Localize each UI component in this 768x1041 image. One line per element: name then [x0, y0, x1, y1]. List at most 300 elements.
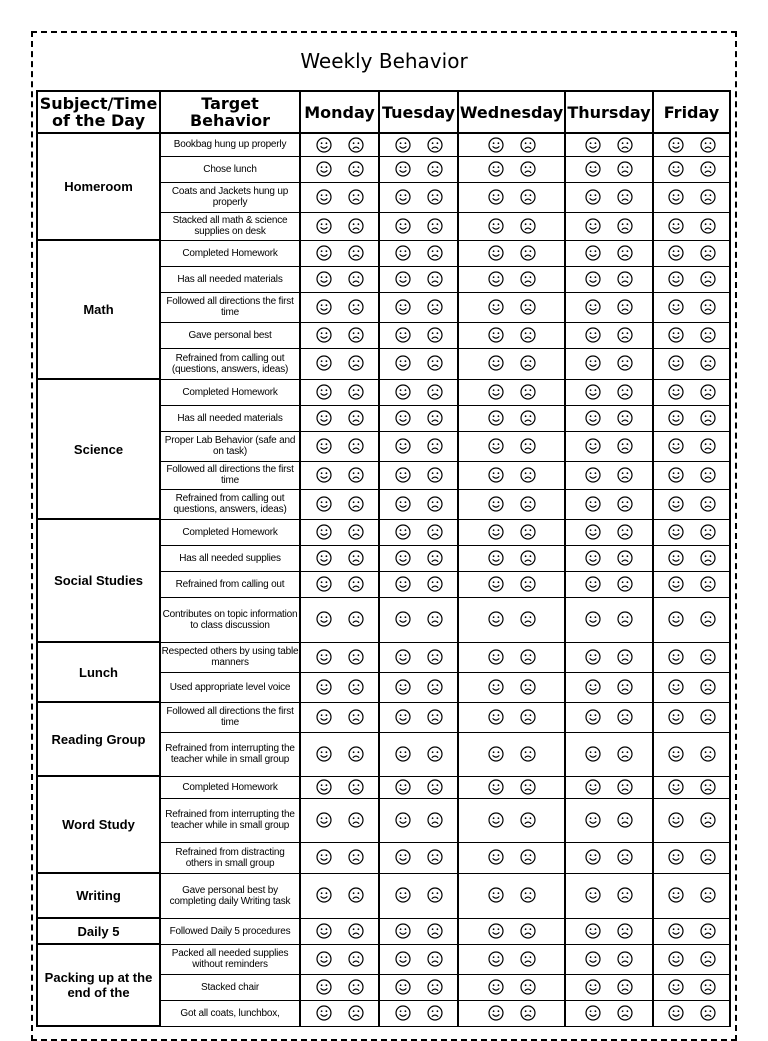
frowny-face-icon[interactable] [427, 849, 443, 865]
smiley-face-icon[interactable] [585, 438, 601, 454]
smiley-face-icon[interactable] [316, 189, 332, 205]
smiley-face-icon[interactable] [316, 746, 332, 762]
smiley-face-icon[interactable] [395, 218, 411, 234]
smiley-face-icon[interactable] [316, 218, 332, 234]
smiley-face-icon[interactable] [316, 524, 332, 540]
frowny-face-icon[interactable] [520, 271, 536, 287]
smiley-face-icon[interactable] [585, 709, 601, 725]
smiley-face-icon[interactable] [585, 849, 601, 865]
smiley-face-icon[interactable] [395, 410, 411, 426]
smiley-face-icon[interactable] [395, 245, 411, 261]
frowny-face-icon[interactable] [520, 137, 536, 153]
smiley-face-icon[interactable] [316, 679, 332, 695]
smiley-face-icon[interactable] [395, 746, 411, 762]
smiley-face-icon[interactable] [488, 467, 504, 483]
smiley-face-icon[interactable] [585, 271, 601, 287]
frowny-face-icon[interactable] [617, 649, 633, 665]
frowny-face-icon[interactable] [700, 245, 716, 261]
smiley-face-icon[interactable] [395, 299, 411, 315]
smiley-face-icon[interactable] [668, 923, 684, 939]
frowny-face-icon[interactable] [520, 649, 536, 665]
smiley-face-icon[interactable] [488, 327, 504, 343]
smiley-face-icon[interactable] [668, 438, 684, 454]
smiley-face-icon[interactable] [395, 812, 411, 828]
smiley-face-icon[interactable] [668, 218, 684, 234]
smiley-face-icon[interactable] [316, 887, 332, 903]
frowny-face-icon[interactable] [617, 438, 633, 454]
frowny-face-icon[interactable] [617, 410, 633, 426]
smiley-face-icon[interactable] [668, 327, 684, 343]
frowny-face-icon[interactable] [520, 611, 536, 627]
smiley-face-icon[interactable] [585, 746, 601, 762]
smiley-face-icon[interactable] [395, 438, 411, 454]
frowny-face-icon[interactable] [700, 218, 716, 234]
smiley-face-icon[interactable] [395, 679, 411, 695]
smiley-face-icon[interactable] [488, 979, 504, 995]
smiley-face-icon[interactable] [585, 524, 601, 540]
smiley-face-icon[interactable] [585, 467, 601, 483]
smiley-face-icon[interactable] [668, 709, 684, 725]
frowny-face-icon[interactable] [427, 951, 443, 967]
frowny-face-icon[interactable] [348, 812, 364, 828]
frowny-face-icon[interactable] [348, 218, 364, 234]
frowny-face-icon[interactable] [427, 979, 443, 995]
smiley-face-icon[interactable] [668, 467, 684, 483]
smiley-face-icon[interactable] [488, 438, 504, 454]
smiley-face-icon[interactable] [668, 812, 684, 828]
frowny-face-icon[interactable] [700, 271, 716, 287]
frowny-face-icon[interactable] [348, 161, 364, 177]
smiley-face-icon[interactable] [668, 887, 684, 903]
smiley-face-icon[interactable] [395, 849, 411, 865]
frowny-face-icon[interactable] [427, 438, 443, 454]
frowny-face-icon[interactable] [700, 812, 716, 828]
smiley-face-icon[interactable] [488, 679, 504, 695]
frowny-face-icon[interactable] [348, 1005, 364, 1021]
smiley-face-icon[interactable] [585, 410, 601, 426]
frowny-face-icon[interactable] [427, 679, 443, 695]
smiley-face-icon[interactable] [585, 550, 601, 566]
frowny-face-icon[interactable] [520, 849, 536, 865]
frowny-face-icon[interactable] [348, 355, 364, 371]
frowny-face-icon[interactable] [348, 137, 364, 153]
smiley-face-icon[interactable] [488, 709, 504, 725]
frowny-face-icon[interactable] [700, 951, 716, 967]
smiley-face-icon[interactable] [668, 299, 684, 315]
frowny-face-icon[interactable] [520, 951, 536, 967]
smiley-face-icon[interactable] [585, 951, 601, 967]
smiley-face-icon[interactable] [316, 327, 332, 343]
smiley-face-icon[interactable] [395, 161, 411, 177]
smiley-face-icon[interactable] [585, 355, 601, 371]
frowny-face-icon[interactable] [427, 524, 443, 540]
frowny-face-icon[interactable] [348, 299, 364, 315]
frowny-face-icon[interactable] [520, 576, 536, 592]
frowny-face-icon[interactable] [700, 849, 716, 865]
smiley-face-icon[interactable] [488, 611, 504, 627]
frowny-face-icon[interactable] [427, 779, 443, 795]
smiley-face-icon[interactable] [316, 649, 332, 665]
frowny-face-icon[interactable] [700, 979, 716, 995]
frowny-face-icon[interactable] [617, 679, 633, 695]
frowny-face-icon[interactable] [348, 611, 364, 627]
frowny-face-icon[interactable] [427, 550, 443, 566]
smiley-face-icon[interactable] [585, 779, 601, 795]
frowny-face-icon[interactable] [520, 524, 536, 540]
smiley-face-icon[interactable] [585, 496, 601, 512]
frowny-face-icon[interactable] [617, 923, 633, 939]
smiley-face-icon[interactable] [488, 779, 504, 795]
smiley-face-icon[interactable] [395, 1005, 411, 1021]
frowny-face-icon[interactable] [700, 923, 716, 939]
frowny-face-icon[interactable] [348, 849, 364, 865]
frowny-face-icon[interactable] [348, 271, 364, 287]
frowny-face-icon[interactable] [520, 438, 536, 454]
smiley-face-icon[interactable] [668, 496, 684, 512]
frowny-face-icon[interactable] [700, 467, 716, 483]
smiley-face-icon[interactable] [316, 271, 332, 287]
smiley-face-icon[interactable] [668, 189, 684, 205]
smiley-face-icon[interactable] [668, 951, 684, 967]
smiley-face-icon[interactable] [316, 779, 332, 795]
frowny-face-icon[interactable] [348, 979, 364, 995]
frowny-face-icon[interactable] [520, 467, 536, 483]
smiley-face-icon[interactable] [585, 1005, 601, 1021]
frowny-face-icon[interactable] [348, 189, 364, 205]
smiley-face-icon[interactable] [395, 327, 411, 343]
frowny-face-icon[interactable] [520, 245, 536, 261]
frowny-face-icon[interactable] [520, 679, 536, 695]
frowny-face-icon[interactable] [427, 887, 443, 903]
smiley-face-icon[interactable] [585, 576, 601, 592]
smiley-face-icon[interactable] [395, 779, 411, 795]
frowny-face-icon[interactable] [617, 271, 633, 287]
smiley-face-icon[interactable] [316, 299, 332, 315]
smiley-face-icon[interactable] [488, 812, 504, 828]
frowny-face-icon[interactable] [520, 979, 536, 995]
frowny-face-icon[interactable] [617, 849, 633, 865]
frowny-face-icon[interactable] [700, 649, 716, 665]
frowny-face-icon[interactable] [617, 779, 633, 795]
smiley-face-icon[interactable] [488, 410, 504, 426]
frowny-face-icon[interactable] [617, 189, 633, 205]
smiley-face-icon[interactable] [395, 271, 411, 287]
smiley-face-icon[interactable] [395, 951, 411, 967]
frowny-face-icon[interactable] [617, 327, 633, 343]
frowny-face-icon[interactable] [427, 245, 443, 261]
frowny-face-icon[interactable] [617, 355, 633, 371]
smiley-face-icon[interactable] [316, 923, 332, 939]
frowny-face-icon[interactable] [520, 1005, 536, 1021]
frowny-face-icon[interactable] [520, 550, 536, 566]
frowny-face-icon[interactable] [617, 137, 633, 153]
smiley-face-icon[interactable] [668, 137, 684, 153]
smiley-face-icon[interactable] [488, 746, 504, 762]
smiley-face-icon[interactable] [585, 218, 601, 234]
smiley-face-icon[interactable] [488, 923, 504, 939]
smiley-face-icon[interactable] [488, 384, 504, 400]
frowny-face-icon[interactable] [700, 438, 716, 454]
smiley-face-icon[interactable] [395, 524, 411, 540]
frowny-face-icon[interactable] [700, 410, 716, 426]
frowny-face-icon[interactable] [700, 887, 716, 903]
frowny-face-icon[interactable] [427, 299, 443, 315]
frowny-face-icon[interactable] [617, 467, 633, 483]
smiley-face-icon[interactable] [585, 384, 601, 400]
frowny-face-icon[interactable] [348, 746, 364, 762]
frowny-face-icon[interactable] [348, 438, 364, 454]
smiley-face-icon[interactable] [395, 979, 411, 995]
frowny-face-icon[interactable] [617, 746, 633, 762]
smiley-face-icon[interactable] [585, 161, 601, 177]
frowny-face-icon[interactable] [700, 189, 716, 205]
smiley-face-icon[interactable] [316, 611, 332, 627]
frowny-face-icon[interactable] [617, 384, 633, 400]
smiley-face-icon[interactable] [488, 1005, 504, 1021]
smiley-face-icon[interactable] [585, 299, 601, 315]
smiley-face-icon[interactable] [395, 189, 411, 205]
frowny-face-icon[interactable] [348, 679, 364, 695]
smiley-face-icon[interactable] [488, 576, 504, 592]
smiley-face-icon[interactable] [585, 611, 601, 627]
smiley-face-icon[interactable] [488, 271, 504, 287]
smiley-face-icon[interactable] [316, 951, 332, 967]
frowny-face-icon[interactable] [700, 679, 716, 695]
smiley-face-icon[interactable] [488, 550, 504, 566]
frowny-face-icon[interactable] [427, 709, 443, 725]
frowny-face-icon[interactable] [700, 137, 716, 153]
frowny-face-icon[interactable] [348, 467, 364, 483]
smiley-face-icon[interactable] [488, 849, 504, 865]
smiley-face-icon[interactable] [395, 923, 411, 939]
frowny-face-icon[interactable] [427, 137, 443, 153]
frowny-face-icon[interactable] [700, 1005, 716, 1021]
smiley-face-icon[interactable] [585, 923, 601, 939]
smiley-face-icon[interactable] [316, 355, 332, 371]
smiley-face-icon[interactable] [488, 524, 504, 540]
frowny-face-icon[interactable] [520, 327, 536, 343]
frowny-face-icon[interactable] [700, 161, 716, 177]
smiley-face-icon[interactable] [668, 384, 684, 400]
frowny-face-icon[interactable] [348, 550, 364, 566]
frowny-face-icon[interactable] [427, 271, 443, 287]
frowny-face-icon[interactable] [700, 709, 716, 725]
smiley-face-icon[interactable] [488, 887, 504, 903]
frowny-face-icon[interactable] [520, 887, 536, 903]
frowny-face-icon[interactable] [520, 709, 536, 725]
smiley-face-icon[interactable] [668, 410, 684, 426]
frowny-face-icon[interactable] [427, 161, 443, 177]
smiley-face-icon[interactable] [316, 137, 332, 153]
frowny-face-icon[interactable] [520, 189, 536, 205]
frowny-face-icon[interactable] [348, 410, 364, 426]
smiley-face-icon[interactable] [395, 576, 411, 592]
smiley-face-icon[interactable] [585, 189, 601, 205]
smiley-face-icon[interactable] [585, 649, 601, 665]
frowny-face-icon[interactable] [427, 923, 443, 939]
smiley-face-icon[interactable] [395, 887, 411, 903]
smiley-face-icon[interactable] [585, 245, 601, 261]
smiley-face-icon[interactable] [395, 709, 411, 725]
frowny-face-icon[interactable] [348, 524, 364, 540]
frowny-face-icon[interactable] [520, 299, 536, 315]
smiley-face-icon[interactable] [668, 271, 684, 287]
frowny-face-icon[interactable] [427, 384, 443, 400]
frowny-face-icon[interactable] [348, 649, 364, 665]
frowny-face-icon[interactable] [700, 524, 716, 540]
frowny-face-icon[interactable] [617, 576, 633, 592]
frowny-face-icon[interactable] [700, 355, 716, 371]
smiley-face-icon[interactable] [668, 355, 684, 371]
frowny-face-icon[interactable] [617, 951, 633, 967]
smiley-face-icon[interactable] [395, 496, 411, 512]
smiley-face-icon[interactable] [316, 384, 332, 400]
frowny-face-icon[interactable] [348, 327, 364, 343]
smiley-face-icon[interactable] [395, 649, 411, 665]
smiley-face-icon[interactable] [488, 355, 504, 371]
smiley-face-icon[interactable] [316, 550, 332, 566]
smiley-face-icon[interactable] [316, 849, 332, 865]
frowny-face-icon[interactable] [348, 951, 364, 967]
smiley-face-icon[interactable] [395, 611, 411, 627]
smiley-face-icon[interactable] [668, 979, 684, 995]
smiley-face-icon[interactable] [488, 137, 504, 153]
smiley-face-icon[interactable] [668, 1005, 684, 1021]
frowny-face-icon[interactable] [700, 576, 716, 592]
frowny-face-icon[interactable] [427, 189, 443, 205]
smiley-face-icon[interactable] [316, 245, 332, 261]
frowny-face-icon[interactable] [348, 709, 364, 725]
smiley-face-icon[interactable] [488, 245, 504, 261]
smiley-face-icon[interactable] [316, 709, 332, 725]
smiley-face-icon[interactable] [668, 679, 684, 695]
frowny-face-icon[interactable] [700, 496, 716, 512]
frowny-face-icon[interactable] [520, 410, 536, 426]
smiley-face-icon[interactable] [395, 467, 411, 483]
smiley-face-icon[interactable] [585, 137, 601, 153]
frowny-face-icon[interactable] [700, 299, 716, 315]
frowny-face-icon[interactable] [520, 746, 536, 762]
smiley-face-icon[interactable] [316, 467, 332, 483]
frowny-face-icon[interactable] [427, 611, 443, 627]
frowny-face-icon[interactable] [617, 550, 633, 566]
frowny-face-icon[interactable] [617, 218, 633, 234]
frowny-face-icon[interactable] [520, 496, 536, 512]
smiley-face-icon[interactable] [395, 355, 411, 371]
frowny-face-icon[interactable] [427, 218, 443, 234]
frowny-face-icon[interactable] [617, 245, 633, 261]
frowny-face-icon[interactable] [617, 161, 633, 177]
frowny-face-icon[interactable] [427, 410, 443, 426]
smiley-face-icon[interactable] [668, 611, 684, 627]
smiley-face-icon[interactable] [316, 161, 332, 177]
frowny-face-icon[interactable] [427, 496, 443, 512]
smiley-face-icon[interactable] [668, 649, 684, 665]
frowny-face-icon[interactable] [520, 161, 536, 177]
frowny-face-icon[interactable] [617, 1005, 633, 1021]
smiley-face-icon[interactable] [668, 524, 684, 540]
frowny-face-icon[interactable] [520, 779, 536, 795]
frowny-face-icon[interactable] [617, 812, 633, 828]
smiley-face-icon[interactable] [316, 438, 332, 454]
smiley-face-icon[interactable] [488, 299, 504, 315]
smiley-face-icon[interactable] [585, 327, 601, 343]
smiley-face-icon[interactable] [316, 410, 332, 426]
frowny-face-icon[interactable] [427, 576, 443, 592]
frowny-face-icon[interactable] [520, 355, 536, 371]
frowny-face-icon[interactable] [427, 746, 443, 762]
frowny-face-icon[interactable] [348, 496, 364, 512]
frowny-face-icon[interactable] [427, 812, 443, 828]
frowny-face-icon[interactable] [617, 887, 633, 903]
frowny-face-icon[interactable] [348, 384, 364, 400]
frowny-face-icon[interactable] [617, 496, 633, 512]
smiley-face-icon[interactable] [316, 979, 332, 995]
frowny-face-icon[interactable] [520, 923, 536, 939]
frowny-face-icon[interactable] [700, 327, 716, 343]
frowny-face-icon[interactable] [348, 576, 364, 592]
smiley-face-icon[interactable] [585, 887, 601, 903]
frowny-face-icon[interactable] [348, 887, 364, 903]
frowny-face-icon[interactable] [700, 746, 716, 762]
smiley-face-icon[interactable] [488, 218, 504, 234]
frowny-face-icon[interactable] [700, 779, 716, 795]
smiley-face-icon[interactable] [395, 550, 411, 566]
frowny-face-icon[interactable] [617, 524, 633, 540]
frowny-face-icon[interactable] [617, 979, 633, 995]
frowny-face-icon[interactable] [427, 1005, 443, 1021]
smiley-face-icon[interactable] [316, 576, 332, 592]
frowny-face-icon[interactable] [700, 550, 716, 566]
smiley-face-icon[interactable] [585, 679, 601, 695]
smiley-face-icon[interactable] [316, 1005, 332, 1021]
frowny-face-icon[interactable] [700, 384, 716, 400]
smiley-face-icon[interactable] [316, 812, 332, 828]
frowny-face-icon[interactable] [427, 327, 443, 343]
smiley-face-icon[interactable] [488, 951, 504, 967]
smiley-face-icon[interactable] [585, 979, 601, 995]
smiley-face-icon[interactable] [585, 812, 601, 828]
frowny-face-icon[interactable] [520, 812, 536, 828]
frowny-face-icon[interactable] [427, 649, 443, 665]
frowny-face-icon[interactable] [617, 709, 633, 725]
smiley-face-icon[interactable] [668, 161, 684, 177]
frowny-face-icon[interactable] [348, 779, 364, 795]
smiley-face-icon[interactable] [668, 849, 684, 865]
frowny-face-icon[interactable] [427, 467, 443, 483]
smiley-face-icon[interactable] [395, 384, 411, 400]
smiley-face-icon[interactable] [488, 189, 504, 205]
frowny-face-icon[interactable] [617, 299, 633, 315]
smiley-face-icon[interactable] [395, 137, 411, 153]
frowny-face-icon[interactable] [617, 611, 633, 627]
frowny-face-icon[interactable] [348, 923, 364, 939]
smiley-face-icon[interactable] [668, 550, 684, 566]
smiley-face-icon[interactable] [668, 576, 684, 592]
frowny-face-icon[interactable] [700, 611, 716, 627]
frowny-face-icon[interactable] [427, 355, 443, 371]
smiley-face-icon[interactable] [488, 496, 504, 512]
smiley-face-icon[interactable] [668, 779, 684, 795]
smiley-face-icon[interactable] [488, 161, 504, 177]
frowny-face-icon[interactable] [520, 384, 536, 400]
frowny-face-icon[interactable] [348, 245, 364, 261]
smiley-face-icon[interactable] [488, 649, 504, 665]
frowny-face-icon[interactable] [520, 218, 536, 234]
smiley-face-icon[interactable] [668, 746, 684, 762]
smiley-face-icon[interactable] [668, 245, 684, 261]
smiley-face-icon[interactable] [316, 496, 332, 512]
